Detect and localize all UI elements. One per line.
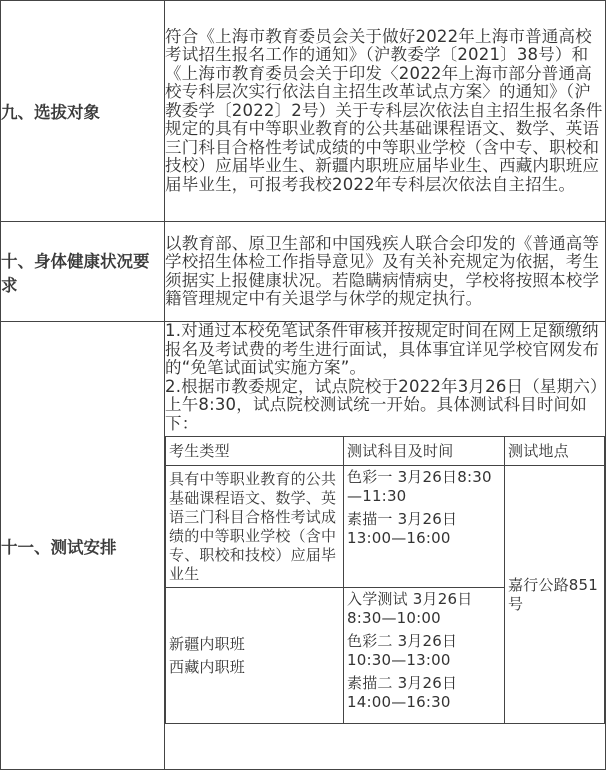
schedule-type-cell: 具有中等职业教育的公共基础课程语文、数学、英语三门科目合格性考试成绩的中等职业学校（含中专、职校和技校）应届毕业生	[166, 466, 344, 588]
section-10-label: 十、身体健康状况要求	[1, 222, 165, 322]
schedule-time-cell	[344, 588, 505, 724]
schedule-time-entry: 素描一 3月26日13:00—16:00	[347, 510, 458, 547]
schedule-time-entry: 素描二 3月26日14:00—16:30	[347, 674, 458, 711]
schedule-time-entry: 色彩二 3月26日10:30—13:00	[347, 632, 458, 669]
table-row	[1, 322, 606, 770]
section-9-text: 符合《上海市教育委员会关于做好2022年上海市普通高校考试招生报名工作的通知》（沪教委学〔2021〕38号）和《上海市教育委员会关于印发〈2022年上海市部分普通高校专科层次实行依法自主招生改革试点方案〉的通知》（沪教委学〔2022〕2号）关于专科层次依法自主招生报名条件规定的具有中等职业教育的公共基础课程语文、数学、英语三门科目合格性考试成绩的中等职业学校（含中专、职校和技校）应届毕业生、新疆内职班应届毕业生、西藏内职班应届毕业生，可报考我校2022年专科层次依法自主招生。	[165, 1, 606, 222]
schedule-type-entry: 西藏内职班	[169, 657, 246, 676]
section-11-para-1: 1.对通过本校免笔试条件审核并按规定时间在网上足额缴纳报名及考试费的考生进行面试，具体事宜详见学校官网发布的“免笔试面试实施方案”。	[165, 321, 600, 377]
schedule-row	[166, 466, 605, 588]
schedule-header-type: 考生类型	[166, 437, 344, 466]
schedule-time-entry: 入学测试 3月26日8:30—10:00	[347, 590, 473, 627]
section-11-para-2: 2.根据市教委规定，试点院校于2022年3月26日（星期六）上午8:30，试点院校测试统一开始。具体测试科目时间如下：	[165, 376, 599, 433]
schedule-time-entry: 色彩一 3月26日8:30—11:30	[347, 468, 492, 505]
section-9-label: 九、选拔对象	[1, 1, 165, 222]
table-row	[1, 222, 606, 322]
schedule-table	[165, 436, 605, 724]
section-11-content	[165, 322, 606, 770]
schedule-time-cell	[344, 466, 505, 588]
table-row	[1, 1, 606, 222]
section-11-label: 十一、测试安排	[1, 322, 165, 770]
schedule-type-cell	[166, 588, 344, 724]
schedule-header-time: 测试科目及时间	[344, 437, 505, 466]
schedule-type-entry: 新疆内职班	[169, 634, 246, 653]
section-10-text: 以教育部、原卫生部和中国残疾人联合会印发的《普通高等学校招生体检工作指导意见》及有关补充规定为依据，考生须据实上报健康状况。若隐瞒病情病史，学校将按照本校学籍管理规定中有关退学与休学的规定执行。	[165, 222, 606, 322]
schedule-location-cell: 嘉行公路851号	[505, 466, 605, 724]
schedule-header-row	[166, 437, 605, 466]
schedule-header-location: 测试地点	[505, 437, 605, 466]
